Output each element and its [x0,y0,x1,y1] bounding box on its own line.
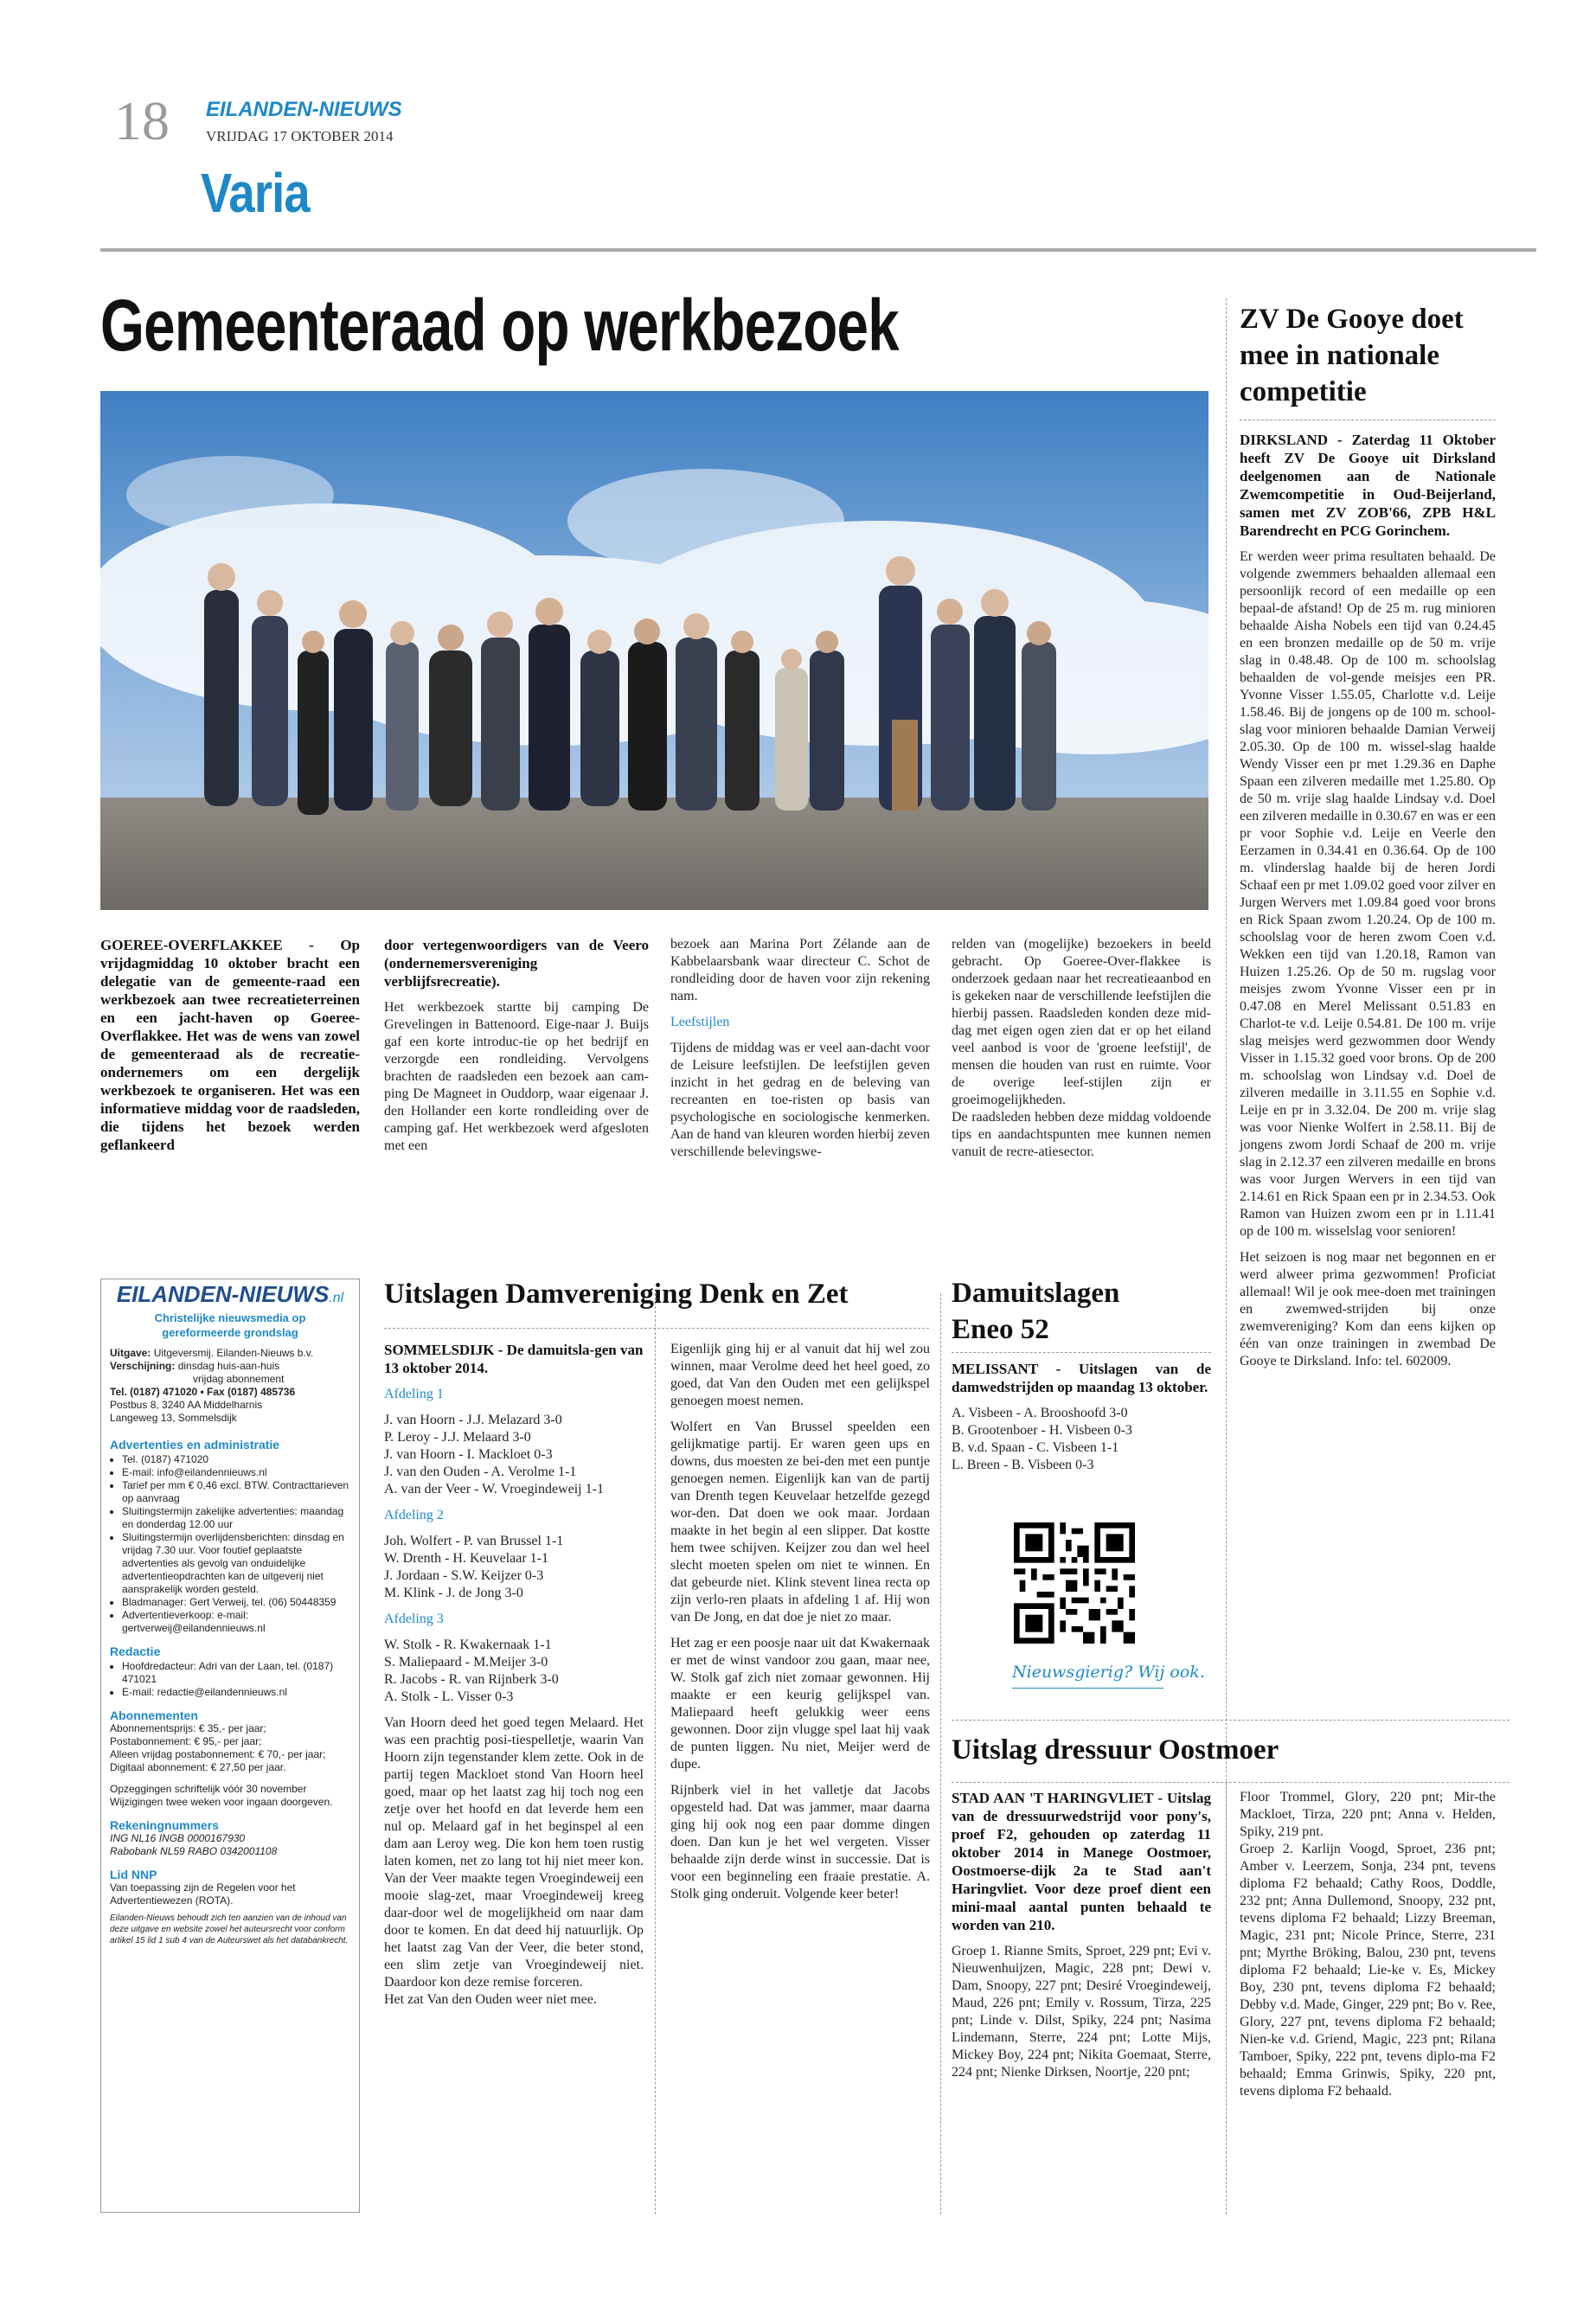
gooye-body-1: Er werden weer prima resultaten behaald. De volgende zwemmers behaalden allemaal een persoonlijk record of een medaille op een bepaal-de afstand! Op de 25 m. rug minioren behaalde Aisha Nobels een tijd van 0.24.45 en een bronzen medaille op de 50 m. vrije slag in 0.48.48. Op de 100 m. schoolslag behaalden de vol-gende meisjes een PR. Yvonne Visser 1.55.05, Charlotte v.d. Leije 1.58.46. Bij de jongens op de 100 m. school-slag voor minioren behaalde Damian Verweij 2.05.30. Op de 100 m. wissel-slag haalde Wendy Visser een pr met 1.29.36 en Daphe Spaan een zilveren medaille met 1.25.80. Op de 50 m. vrije slag haalde Lindsay v.d. Doel een zilveren medaille in 0.30.67 en was er een pr voor Sophie v.d. Leije en Veerle den Eerzamen in 0.34.41 en 0.36.64. Op de 100 m. vlinderslag haalde bij de heren Jordi Schaaf een pr met 1.09.02 goed voor zilver en Jurgen Wervers met 1.09.84 goed voor brons en Rick Spaan zwom 1.20.24. Op de 100 m. schoolslag voor de heren zwom Coen v.d. Wekken een tijd van 1.20.18, Ramon van Huizen 1.25.26. Op de 50 m. rugslag voor meisjes zwom Yvonne Visser een pr in 0.47.08 en Merel Melissant 0.51.83 en Charlot-te v.d. Leije 0.54.81. De 100 m. vrije slag meisjes werd gezwommen door Wendy Visser in 1.15.32 goed voor brons. Op de 200 m. schoolslag won Lindsay v.d. Doel de zilveren medaille in 3.11.55 en Sophie v.d. Leije en pr in 3.32.04. De 200 m. vrije slag was voor Nienke Wolfert in 2.58.11. Bij de jongens zwom Jordi Schaaf de 200 m. vrije slag in 2.12.37 een zilveren medaille en brons was voor Jurgen Wervers in een tijd van 2.14.61 en Rick Spaan een pr in 2.34.53. Ook Ramon van Huizen zwom een pr in 1.11.41 op de 100 m. wisselslag voor senioren! [1240,549,1496,1239]
verschijning-label: Verschijning: [110,1360,176,1372]
abon-line: Abonnementsprijs: € 35,- per jaar; [110,1722,266,1734]
dam-headline: Uitslagen Damvereniging Denk en Zet [384,1279,849,1310]
main-col-2 [384,936,649,1163]
main-col3-p1: bezoek aan Marina Port Zélande aan de Kabbelaarsbank waar directeur C. Schot de rondleiding door de haven voor zijn rekening nam. [670,937,930,1003]
dam-lead: SOMMELSDIJK - De damuitsla-gen van 13 oktober 2014. [384,1342,644,1376]
abon-line: Alleen vrijdag postabonnement: € 70,- per jaar; [110,1748,326,1760]
header-rule [100,248,1536,252]
rek-title: Rekeningnummers [110,1818,220,1832]
qr-caption: Nieuwsgierig? Wij ook. [1012,1663,1205,1682]
dam-result: Joh. Wolfert - P. van Brussel 1-1 [384,1534,564,1548]
redactie-title: Redactie [110,1644,161,1658]
dam-col2-p3: Het zag er een poosje naar uit dat Kwakernaak er met de winst vandoor zou gaan, maar nee, W. Stolk gaf zich niet zomaar gewonnen. Hij maakte er een keurig gelijkspel van. Maliepaard heeft gelukkig weer eens gewonnen. Door zijn vlugge spel laat hij vaak de punten liggen. Nu niet, Meijer werd de dupe. [670,1636,930,1772]
article-photo [100,391,1208,910]
main-col-4 [952,936,1211,1170]
colophon-logo-suffix: .nl [329,1291,344,1305]
dam-afd3-title: Afdeling 3 [384,1612,444,1626]
abon-line: Postabonnement: € 95,- per jaar; [110,1735,262,1747]
main-headline: Gemeenteraad op werkbezoek [100,285,899,366]
dressuur-headline: Uitslag dressuur Oostmoer [952,1734,1279,1766]
dam-result: J. van den Ouden - A. Verolme 1-1 [384,1465,577,1479]
eneo-result: A. Visbeen - A. Brooshoofd 3-0 [952,1406,1128,1420]
dressuur-col-2 [1240,1789,1496,2109]
section-title: Varia [201,162,310,224]
abon-title: Abonnementen [110,1708,198,1722]
colophon-address-1: Postbus 8, 3240 AA Middelharnis [110,1399,263,1411]
dressuur-top-rule [952,1720,1509,1721]
gooye-body [1240,431,1496,1379]
abon-line: Digitaal abonnement: € 27,50 per jaar. [110,1761,286,1773]
dam-col1-body: Van Hoorn deed het goed tegen Melaard. Het was een prachtig posi-tiespelletje, waarin Van Hoorn zijn tegenstander klem zette. Ook in de partij tegen Mackloet stond Van Hoorn heel goed, maar op het laatst zag hij toch nog een zetje over het hoofd en dat leverde hem een nul op. Melaard gaf in het beginspel al een dam aan Leroy weg. Die kon hem toen rustig laten komen, net zo lang tot hij niet meer kon. Van der Veer maakte tegen Vroegindeweij een mooie slag-zet, maar Vroegindeweij kreeg daar-door wel de mogelijkheid om naar dam door te komen. En dat deed hij natuurlijk. Op het laatst zag Van der Veer, die beter stond, een slim zetje van Vroegindeweij niet. Daardoor kon deze remise forceren. [384,1715,644,1990]
dam-rule [384,1328,929,1329]
colophon-address-2: Langeweg 13, Sommelsdijk [110,1412,237,1424]
opzeg-text: Opzeggingen schriftelijk vóór 30 november Wijzigingen twee weken voor ingaan doorgeven. [110,1783,333,1808]
paper-name-logo: EILANDEN-NIEUWS [206,98,402,121]
rule-dressuur-col [1226,1782,1227,2214]
rule-main-col [940,1293,941,2214]
dam-col-1 [384,1341,644,2017]
qr-caption-underline [1012,1688,1163,1689]
issue-date: VRIJDAG 17 OKTOBER 2014 [206,128,394,144]
dam-result: A. van der Veer - W. Vroegindeweij 1-1 [384,1482,604,1497]
eneo-result: B. v.d. Spaan - C. Visbeen 1-1 [952,1440,1119,1455]
adv-item[interactable]: • Advertentieverkoop: e-mail: gertverweij@eilandennieuws.nl [122,1609,350,1635]
adv-title: Advertenties en administratie [110,1438,280,1452]
verschijning-value-2: vrijdag abonnement [193,1373,285,1385]
verschijning-value: dinsdag huis-aan-huis [177,1360,280,1372]
rek-line: ING NL16 INGB 0000167930 [110,1832,246,1844]
main-lead-text: GOEREE-OVERFLAKKEE - Op vrijdagmiddag 10 oktober bracht een delegatie van de gemeente-raad een werkbezoek aan twee recreatieterreinen en een jacht-haven op Goeree-Overflakkee. Het was de wens van zowel de gemeenteraad als de recreatie-ondernemers om een dergelijk werkbezoek te organiseren. Het was een informatieve middag voor de raadsleden, die tijdens het bezoek werden geflankeerd [100,937,360,1153]
adv-item[interactable]: • E-mail: info@eilandennieuws.nl [122,1466,350,1479]
nnp-text: Van toepassing zijn de Regelen voor het Advertentiewezen (ROTA). [110,1881,296,1907]
colophon-logo: EILANDEN-NIEUWS [116,1281,330,1307]
dressuur-col1-body: Groep 1. Rianne Smits, Sproet, 229 pnt; Evi v. Nieuwenhuijzen, Magic, 228 pnt; Dewi v. Dam, Snoopy, 227 pnt; Desiré Vroegindeweij, Maud, 226 pnt; Emily v. Rossum, Tirza, 225 pnt; Linde v. Dilst, Spiky, 224 pnt; Nasima Lindemann, Sterre, 224 pnt; Lotte Mijs, Mickey Boy, 224 pnt; Nikita Goemaat, Sterre, 224 pnt; Nienke Dirksen, Noortje, 220 pnt; [952,1944,1211,2080]
page-number: 18 [114,90,170,151]
dam-afd1-title: Afdeling 1 [384,1387,444,1401]
dam-result: R. Jacobs - R. van Rijnberk 3-0 [384,1672,559,1687]
eneo-lead: MELISSANT - Uitslagen van de damwedstrijden op maandag 13 oktober. [952,1361,1211,1395]
eneo-result: B. Grootenboer - H. Visbeen 0-3 [952,1423,1132,1438]
dam-col1-end: Het zat Van den Ouden weer niet mee. [384,1992,597,2007]
gooye-headline: ZV De Gooye doet mee in nationale competitie [1240,304,1464,407]
adv-item: • Tel. (0187) 471020 [122,1453,350,1466]
photo-ground [100,798,1208,910]
adv-item: • Sluitingstermijn overlijdensberichten: dinsdag en vrijdag 7.30 uur. Voor foutief geplaatste advertenties als gevolg van onduidelijke advertentieopdrachten kan de uitgeverij niet aansprakelijk worden gesteld. [122,1531,350,1596]
subhead-leefstijlen: Leefstijlen [670,1015,730,1029]
dressuur-col-1 [952,1789,1211,2090]
dam-afd2-title: Afdeling 2 [384,1508,444,1522]
adv-list [110,1453,350,1635]
dam-result: A. Stolk - L. Visser 0-3 [384,1689,514,1704]
eneo-result: L. Breen - B. Visbeen 0-3 [952,1458,1094,1472]
gooye-lead: DIRKSLAND - Zaterdag 11 Oktober heeft ZV De Gooye uit Dirksland deelgenomen aan de Nationale Zwemcompetitie in Oud-Beijerland, samen met ZV ZOB'66, ZPB H&L Barendrecht en PCG Gorinchem. [1240,432,1496,539]
main-col3-p2: Tijdens de middag was er veel aan-dacht voor de Leisure leefstijlen. De leefstijlen geven inzicht in het gedrag en de beleving van recreanten en toe-risten op basis van psychologische en sociologische kenmerken. Aan de hand van kleuren worden hierbij zeven verschillende belevingswe- [670,1041,930,1159]
eneo-rule [952,1352,1211,1353]
main-col2-body: Het werkbezoek startte bij camping De Grevelingen in Battenoord. Eige-naar J. Buijs gaf een korte introduc-tie op het bedrijf en verzorgde een rondleiding. Vervolgens brachten de raadsleden een bezoek aan cam-ping De Magneet in Ouddorp, waar eigenaar J. den Hollander een korte rondleiding over de camping gaf. Het werkbezoek werd afgesloten met een [384,1000,649,1153]
main-col2-lead: door vertegenwoordigers van de Veero (ondernemersvereniging verblijfsrecreatie). [384,937,649,990]
dressuur-col2-body2: Groep 2. Karlijn Voogd, Sproet, 236 pnt; Amber v. Leerzem, Sonja, 234 pnt, tevens diploma F2 behaald; Cathy Roos, Doddle, 232 pnt; Anna Dullemond, Snoopy, 232 pnt, tevens diploma F2 behaald; Lizzy Breeman, Magic, 231 pnt; Nicole Prince, Sterre, 231 pnt; Myrthe Bröking, Balou, 230 pnt, tevens diploma F2 behaald; Lie-ke v. Es, Mickey Boy, 230 pnt, tevens diploma F2 behaald; Debby v.d. Made, Ginger, 229 pnt; Bo v. Ree, Glory, 227 pnt, tevens diploma F2 behaald; Nien-ke v.d. Griend, Magic, 223 pnt; Rilana Tamboer, Spiky, 222 pnt, tevens diplo-ma F2 behaald; Emma Grinwis, Spiky, 220 pnt, tevens diploma F2 behaald. [1240,1842,1496,2099]
redactie-item: • Hoofdredacteur: Adri van der Laan, tel. (0187) 471021 [122,1660,350,1686]
main-col-3 [670,936,930,1170]
dam-result: J. van Hoorn - I. Mackloet 0-3 [384,1447,553,1462]
dam-result: P. Leroy - J.J. Melaard 3-0 [384,1430,531,1445]
main-col-1 [100,936,360,1163]
dam-result: S. Maliepaard - M.Meijer 3-0 [384,1655,548,1670]
dam-result: J. Jordaan - S.W. Keijzer 0-3 [384,1568,544,1583]
dressuur-lead: STAD AAN 'T HARINGVLIET - Uitslag van de dressuurwedstrijd voor pony's, proef F2, gehouden op zaterdag 11 oktober 2014 in Manege Oostmoer, Oostmoerse-dijk 2a te Stad aan't Haringvliet. Voor deze proef dient een mini-maal aantal punten behaald te worden van 210. [952,1790,1211,1933]
colophon-tel: Tel. (0187) 471020 • Fax (0187) 485736 [110,1386,296,1398]
redactie-item[interactable]: • E-mail: redactie@eilandennieuws.nl [122,1686,350,1699]
adv-item: • Sluitingstermijn zakelijke advertenties: maandag en donderdag 12.00 uur [122,1505,350,1531]
dam-result: J. van Hoorn - J.J. Melazard 3-0 [384,1413,562,1427]
colophon-box [100,1279,360,2213]
dam-col-2 [670,1341,930,1912]
rek-line: Rabobank NL59 RABO 0342001108 [110,1845,278,1857]
gooye-body-2: Het seizoen is nog maar net begonnen en er werd alweer prima gezwommen! Proficiat allemaal! Wil je ook mee-doen met trainingen en zwemwed-strijden bij onze zwemvereniging? Kom dan eens kijken op één van onze trainingen in zwembad De Gooye te Dirksland. Info: tel. 602009. [1240,1250,1496,1368]
adv-item: • Tarief per mm € 0,46 excl. BTW. Contracttarieven op aanvraag [122,1479,350,1505]
dressuur-rule [952,1782,1509,1783]
rule-dam-col [655,1293,656,2214]
dam-result: W. Drenth - H. Keuvelaar 1-1 [384,1551,549,1566]
uitgave-value: Uitgeversmij. Eilanden-Nieuws b.v. [153,1347,314,1359]
dam-col2-p1: Eigenlijk ging hij er al vanuit dat hij wel zou winnen, maar Verolme deed het heel goed, zo goed, dat Van den Ouden met een gelijkspel genoegen moest nemen. [670,1342,930,1408]
dam-col2-p2: Wolfert en Van Brussel speelden een gelijkmatige partij. Er waren geen ups en downs, dus moesten ze bei-den met een puntje genoegen nemen. Eigenlijk kan van de partij van Drenth tegen Keuvelaar hetzelfde gezegd wor-den. Dat doen we ook maar. Jordaan maakte in het begin al een slipper. Dat kostte hem twee schijven. Keijzer zou dan wel heel slecht moeten spelen om niet te winnen. En dat gebeurde niet. Klink stevent linea recta op zijn verlo-ren plaats in afdeling 1 af. Hij won van De Jong, en dat doe je niet zo maar. [670,1420,930,1625]
copyright-text: Eilanden-Nieuws behoudt zich ten aanzien van de inhoud van deze uitgave en website zowel het auteursrecht voor conform artikel 15 lid 1 sub 4 van de Auteurswet als het databankrecht. [110,1913,349,1945]
dam-result: W. Stolk - R. Kwakernaak 1-1 [384,1638,552,1652]
main-col4-p1: relden van (mogelijke) bezoekers in beeld gebracht. Op Goeree-Over-flakkee is onderzoek gedaan naar het recreatieaanbod en is gekeken naar de verschillende leefstijlen die hierbij passen. Raadsleden konden deze mid-dag met eigen ogen zien dat er op het eiland veel aanbod is voor de 'groene leefstijl', de mensen die houden van rust en ruimte. Voor de overige leef-stijlen zijn er groeimogelijkheden. [952,937,1211,1107]
qr-code[interactable] [1014,1522,1135,1644]
dam-col2-p4: Rijnberk viel in het valletje dat Jacobs opgesteld had. Dat was jammer, maar daarna ging hij ook nog een paar domme dingen doen. Dan kun je het wel vergeten. Visser behaalde zijn derde winst in successie. Dat is voor een beginneling een fraaie prestatie. A. Stolk ging onderuit. Volgende keer beter! [670,1783,930,1901]
colophon-tagline: Christelijke nieuwsmedia op gereformeerde grondslag [154,1311,306,1339]
eneo-headline: Damuitslagen Eneo 52 [952,1278,1120,1345]
redactie-list [110,1660,350,1699]
eneo-body [952,1360,1211,1474]
dressuur-col2-body: Floor Trommel, Glory, 220 pnt; Mir-the Mackloet, Tirza, 220 pnt; Anna v. Helden, Spiky, 219 pnt. [1240,1790,1496,1839]
nnp-title: Lid NNP [110,1868,157,1881]
adv-item: • Bladmanager: Gert Verweij, tel. (06) 50448359 [122,1596,350,1609]
uitgave-label: Uitgave: [110,1347,151,1359]
main-col4-p2: De raadsleden hebben deze middag voldoende tips en aandachtspunten mee kunnen nemen vanuit de recre-atiesector. [952,1110,1211,1159]
dam-result: M. Klink - J. de Jong 3-0 [384,1586,523,1600]
